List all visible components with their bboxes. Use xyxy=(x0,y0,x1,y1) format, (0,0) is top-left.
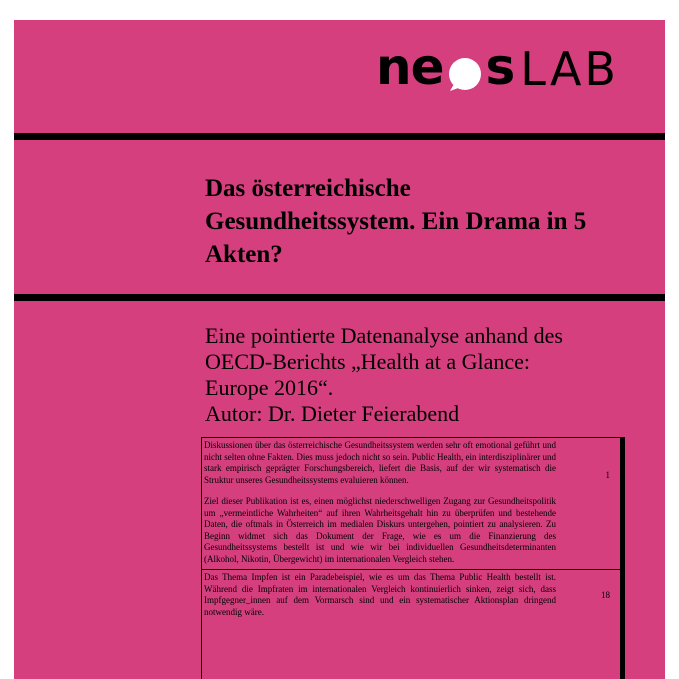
subtitle-block xyxy=(205,323,625,427)
abstract-paragraph: Diskussionen über das österreichische Gesundheitssystem werden sehr oft emotional geführt und nicht selten ohne Fakten. Dies muss jedoch nicht so sein. Public Health, ein interdisziplinärer und stark empirisch geprägter Forschungsbereich, liefert die Basis, auf der wir systematisch die Struktur unseres Gesundheitssystems evaluieren können. xyxy=(204,440,556,485)
abstract-row xyxy=(202,570,620,622)
subtitle-line-2: OECD-Berichts „Health at a Glance: xyxy=(205,349,530,374)
subtitle-line-1: Eine pointierte Datenanalyse anhand des xyxy=(205,323,563,348)
abstract-row xyxy=(202,438,620,570)
cover-page xyxy=(14,20,665,679)
page-number: 1 xyxy=(605,470,610,480)
neos-lab-logo xyxy=(376,38,619,96)
top-divider xyxy=(14,133,665,140)
author-line: Autor: Dr. Dieter Feierabend xyxy=(205,401,460,426)
abstract-paragraph: Ziel dieser Publikation ist es, einen möglichst niederschwelligen Zugang zur Gesundheitspolitik um „vermeintliche Wahrheiten“ auf ihren Wahrheitsgehalt hin zu überprüfen und bestehende Daten, die oftmals in Österreich im medialen Diskurs untergehen, pointiert zu analysieren. Zu Beginn widmet sich das Dokument der Frage, wie es um die Finanzierung des Gesundheitssystems bestellt ist und wie wir bei individuellen Gesundheitsdeterminanten (Alkohol, Nikotin, Übergewicht) im internationalen Vergleich stehen. xyxy=(204,496,556,564)
speech-bubble-o-icon xyxy=(446,52,484,92)
middle-divider xyxy=(14,294,665,301)
abstract-text xyxy=(202,570,556,622)
subtitle-line-3: Europe 2016“. xyxy=(205,375,334,400)
logo-suffix: LAB xyxy=(520,42,619,96)
page-number: 18 xyxy=(601,590,610,600)
logo-brand-ne: ne xyxy=(376,38,444,96)
abstract-paragraph: Das Thema Impfen ist ein Paradebeispiel, wie es um das Thema Public Health bestellt ist. Während die Impfraten im internationalen Vergleich kontinuierlich sinken, zeigt sich, dass Impfgegner_innen auf dem Vormarsch sind und ein systematischer Aktionsplan dringend notwendig wäre. xyxy=(204,572,556,617)
logo-brand-s: s xyxy=(485,38,515,96)
abstract-table xyxy=(201,437,625,679)
abstract-text xyxy=(202,438,556,569)
document-title: Das österreichische Gesundheitssystem. Ein Drama in 5 Akten? xyxy=(205,175,587,268)
